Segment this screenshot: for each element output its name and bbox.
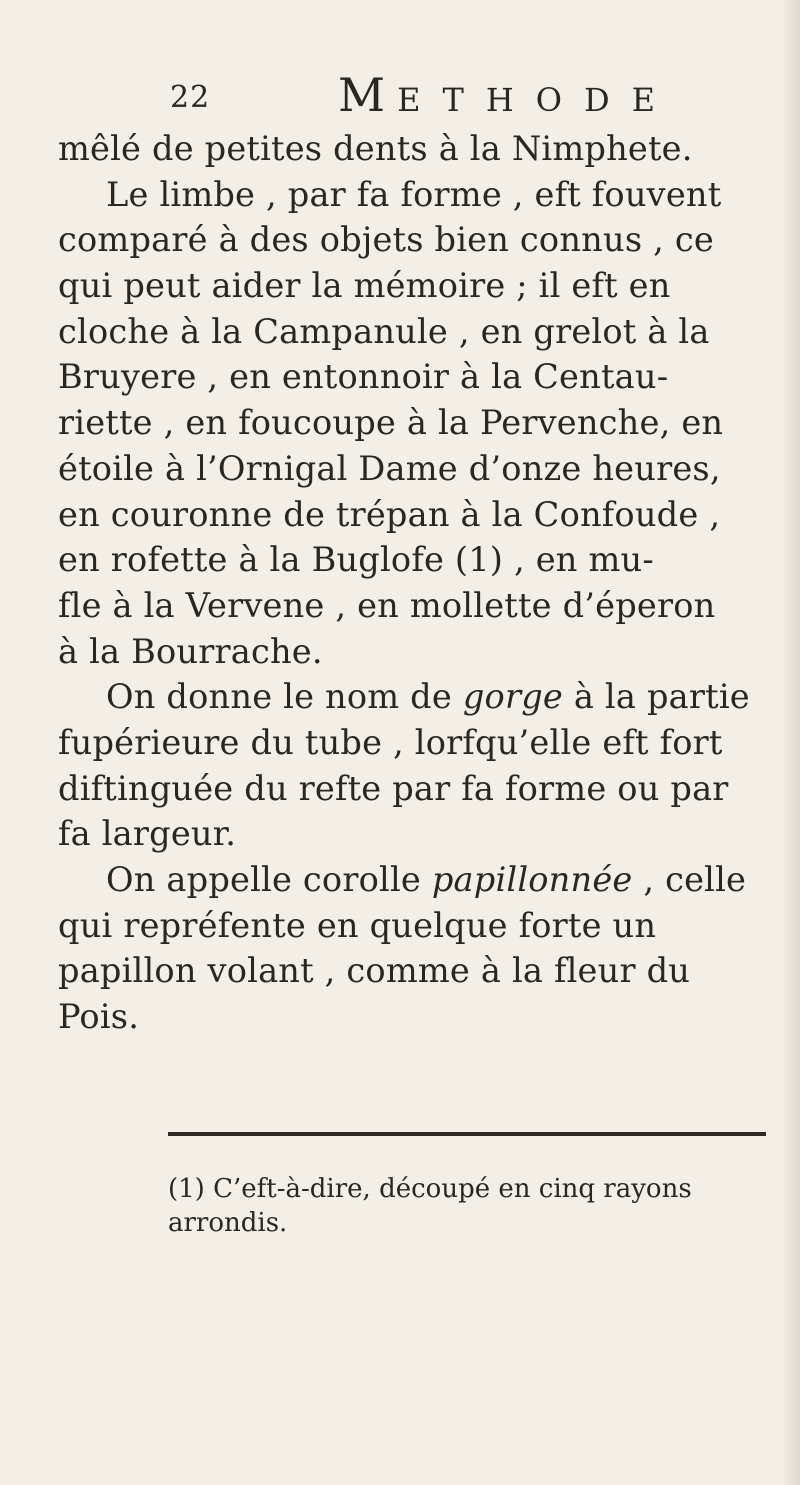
text-line: cloche à la Campanule , en grelot à la <box>58 311 710 351</box>
page-number: 22 <box>170 80 211 115</box>
text-line: fle à la Vervene , en mollette d’éperon <box>58 585 716 625</box>
text-line: fa largeur. <box>58 814 237 854</box>
running-title-initial: M <box>338 68 388 122</box>
footnote-line: (1) C’eft-à-dire, découpé en cinq rayons <box>168 1174 692 1204</box>
text-line <box>58 857 770 903</box>
text-line: à la Bourrache. <box>58 631 323 671</box>
text-run: On donne le nom de <box>106 677 463 717</box>
text-line: Le limbe , par fa forme , eft fouvent <box>106 174 722 214</box>
text-run: On appelle corolle <box>106 860 432 899</box>
running-header <box>170 62 677 122</box>
text-line: Bruyere , en entonnoir à la Centau- <box>58 357 669 397</box>
text-line: en couronne de trépan à la Confoude , <box>58 494 721 534</box>
running-title <box>338 68 677 122</box>
term-gorge: gorge <box>462 677 563 717</box>
text-line: comparé à des objets bien connus , ce <box>58 220 714 260</box>
text-line: diftinguée du refte par fa forme ou par <box>58 768 729 808</box>
text-line: riette , en foucoupe à la Pervenche, en <box>58 403 724 443</box>
body-text <box>58 126 770 1040</box>
text-line: qui peut aider la mémoire ; il eft en <box>58 266 671 306</box>
footnote-rule <box>168 1132 766 1136</box>
text-line: qui repréfente en quelque forte un <box>58 905 657 945</box>
text-line: étoile à l’Ornigal Dame d’onze heures, <box>58 448 721 488</box>
text-run: , celle <box>632 860 747 899</box>
page-edge-shadow <box>782 0 800 1485</box>
text-line: Pois. <box>58 997 140 1037</box>
text-run: à la partie <box>562 677 750 717</box>
text-line: en rofette à la Buglofe (1) , en mu- <box>58 540 654 580</box>
text-line <box>58 674 770 720</box>
text-line: fupérieure du tube , lorfqu’elle eft fort <box>58 722 723 762</box>
text-line: papillon volant , comme à la fleur du <box>58 951 691 991</box>
footnote-line: arrondis. <box>168 1208 288 1238</box>
text-line: mêlé de petites dents à la Nimphete. <box>58 129 693 168</box>
footnote <box>168 1172 778 1240</box>
running-title-rest: ETHODE <box>397 81 677 119</box>
term-papillonnee: papillonnée <box>431 860 633 899</box>
